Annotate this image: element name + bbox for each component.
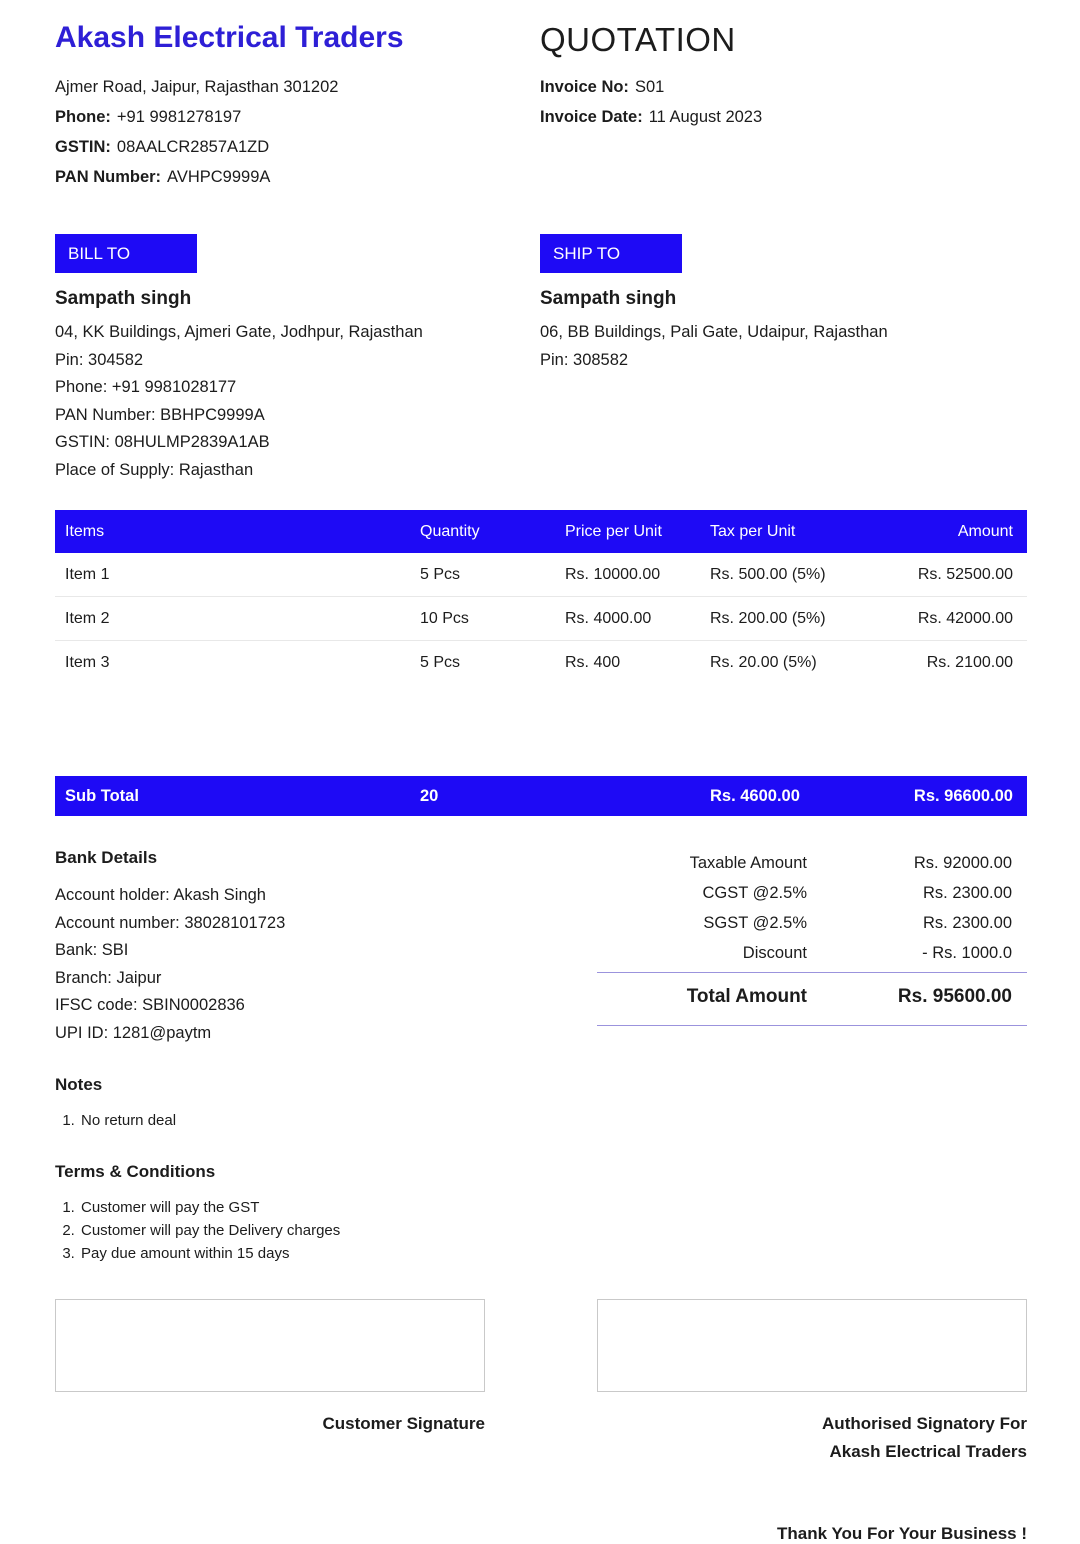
summary-cgst — [597, 878, 1027, 908]
company-address: Ajmer Road, Jaipur, Rajasthan 301202 — [55, 78, 339, 96]
header-price-per-unit: Price per Unit — [565, 522, 662, 540]
ship-to-name: Sampath singh — [540, 288, 677, 309]
authorised-signature-label — [597, 1410, 1027, 1466]
items-table-header — [55, 510, 1027, 553]
terms-item: 3. Pay due amount within 15 days — [79, 1242, 1027, 1265]
summary-label: Discount — [742, 943, 807, 962]
bill-to-block — [55, 234, 540, 484]
item-price: Rs. 4000.00 — [565, 609, 652, 627]
summary-value: Rs. 2300.00 — [923, 883, 1012, 902]
customer-signature-box — [55, 1299, 485, 1392]
item-name: Item 3 — [65, 654, 110, 671]
terms-heading: Terms & Conditions — [55, 1162, 216, 1181]
subtotal-row — [55, 776, 1027, 816]
item-amount: Rs. 52500.00 — [917, 565, 1013, 583]
authorised-signature-box — [597, 1299, 1027, 1392]
subtotal-label: Sub Total — [65, 786, 139, 805]
bank-upi-id: UPI ID: 1281@paytm — [55, 1023, 212, 1042]
bank-name: Bank: SBI — [55, 941, 129, 959]
invoice-date-value: 11 August 2023 — [648, 108, 763, 126]
item-quantity: 10 Pcs — [420, 609, 469, 627]
subtotal-quantity: 20 — [420, 786, 439, 805]
company-gstin-value: 08AALCR2857A1ZD — [116, 138, 270, 156]
terms-item: 2. Customer will pay the Delivery charges — [79, 1219, 1027, 1242]
authorised-signature-block — [597, 1299, 1027, 1466]
bank-account-number: Account number: 38028101723 — [55, 913, 286, 932]
header-tax-per-unit: Tax per Unit — [710, 522, 796, 540]
company-phone — [55, 108, 540, 126]
item-tax: Rs. 200.00 (5%) — [710, 609, 826, 627]
bill-to-pan: PAN Number: BBHPC9999A — [55, 405, 265, 424]
table-row — [55, 553, 1027, 597]
invoice-number-value: S01 — [634, 78, 665, 96]
bill-to-address: 04, KK Buildings, Ajmeri Gate, Jodhpur, Rajasthan — [55, 323, 423, 341]
table-row — [55, 597, 1027, 641]
table-spacer — [55, 685, 1027, 776]
notes-section — [55, 1075, 1027, 1132]
item-price: Rs. 400 — [565, 654, 621, 671]
summary-label: SGST @2.5% — [703, 913, 807, 932]
bank-ifsc-code: IFSC code: SBIN0002836 — [55, 996, 245, 1014]
company-block — [55, 18, 540, 198]
company-pan-value: AVHPC9999A — [167, 168, 271, 186]
company-pan-label: PAN Number: — [55, 168, 162, 186]
notes-list — [55, 1109, 1027, 1132]
terms-list — [55, 1196, 1027, 1265]
company-gstin-label: GSTIN: — [55, 138, 111, 156]
header-amount: Amount — [957, 522, 1013, 540]
bank-branch: Branch: Jaipur — [55, 968, 162, 987]
authorised-signature-line2: Akash Electrical Traders — [829, 1442, 1027, 1461]
ship-to-block — [540, 234, 1027, 484]
customer-signature-label: Customer Signature — [322, 1414, 485, 1433]
total-amount-row — [597, 973, 1027, 1021]
bill-to-tag: BILL TO — [55, 234, 197, 273]
document-header — [55, 18, 1027, 198]
summary-divider-bottom — [597, 1025, 1027, 1026]
company-pan — [55, 168, 540, 186]
ship-to-address: 06, BB Buildings, Pali Gate, Udaipur, Rajasthan — [540, 323, 888, 341]
notes-heading: Notes — [55, 1075, 103, 1094]
invoice-date — [540, 108, 1027, 126]
item-tax: Rs. 500.00 (5%) — [710, 565, 826, 583]
item-name: Item 2 — [65, 609, 110, 627]
bank-details-block — [55, 848, 540, 1047]
totals-summary — [597, 848, 1027, 1047]
table-row — [55, 641, 1027, 685]
summary-value: - Rs. 1000.0 — [922, 943, 1012, 962]
company-phone-label: Phone: — [55, 108, 111, 126]
bill-to-pin: Pin: 304582 — [55, 350, 144, 369]
summary-value: Rs. 92000.00 — [913, 853, 1012, 872]
company-name: Akash Electrical Traders — [55, 21, 404, 54]
customer-signature-block — [55, 1299, 485, 1466]
authorised-signature-line1: Authorised Signatory For — [822, 1414, 1027, 1433]
item-amount: Rs. 2100.00 — [926, 654, 1013, 671]
bank-details-heading: Bank Details — [55, 848, 158, 867]
total-amount-label: Total Amount — [686, 986, 807, 1007]
item-name: Item 1 — [65, 565, 110, 583]
header-quantity: Quantity — [420, 522, 480, 540]
invoice-number — [540, 78, 1027, 96]
bill-to-name: Sampath singh — [55, 288, 192, 309]
invoice-number-label: Invoice No: — [540, 78, 629, 96]
document-title: QUOTATION — [540, 21, 736, 58]
bill-to-place-of-supply: Place of Supply: Rajasthan — [55, 460, 254, 479]
note-item: 1. No return deal — [79, 1109, 1027, 1132]
summary-label: Taxable Amount — [689, 853, 807, 872]
thank-you-note: Thank You For Your Business ! — [776, 1524, 1027, 1543]
document-info-block — [540, 18, 1027, 198]
item-quantity: 5 Pcs — [420, 565, 461, 583]
item-tax: Rs. 20.00 (5%) — [710, 654, 817, 671]
subtotal-tax: Rs. 4600.00 — [710, 786, 800, 805]
terms-item: 1. Customer will pay the GST — [79, 1196, 1027, 1219]
addresses-section — [55, 234, 1027, 484]
item-amount: Rs. 42000.00 — [917, 609, 1013, 627]
details-section — [55, 848, 1027, 1047]
terms-section — [55, 1162, 1027, 1265]
summary-value: Rs. 2300.00 — [923, 913, 1012, 932]
ship-to-pin: Pin: 308582 — [540, 350, 629, 369]
bank-account-holder: Account holder: Akash Singh — [55, 886, 266, 904]
signatures-section — [55, 1299, 1027, 1466]
bill-to-gstin: GSTIN: 08HULMP2839A1AB — [55, 433, 270, 451]
ship-to-tag: SHIP TO — [540, 234, 682, 273]
item-quantity: 5 Pcs — [420, 654, 461, 671]
item-price: Rs. 10000.00 — [565, 565, 661, 583]
total-amount-value: Rs. 95600.00 — [897, 986, 1012, 1007]
summary-sgst — [597, 908, 1027, 938]
company-phone-value: +91 9981278197 — [116, 108, 242, 126]
company-gstin — [55, 138, 540, 156]
items-table — [55, 510, 1027, 816]
invoice-date-label: Invoice Date: — [540, 108, 643, 126]
bill-to-phone: Phone: +91 9981028177 — [55, 378, 237, 396]
summary-discount — [597, 938, 1027, 968]
header-items: Items — [65, 522, 105, 540]
summary-label: CGST @2.5% — [702, 883, 807, 902]
subtotal-amount: Rs. 96600.00 — [913, 786, 1013, 805]
summary-taxable-amount — [597, 848, 1027, 878]
